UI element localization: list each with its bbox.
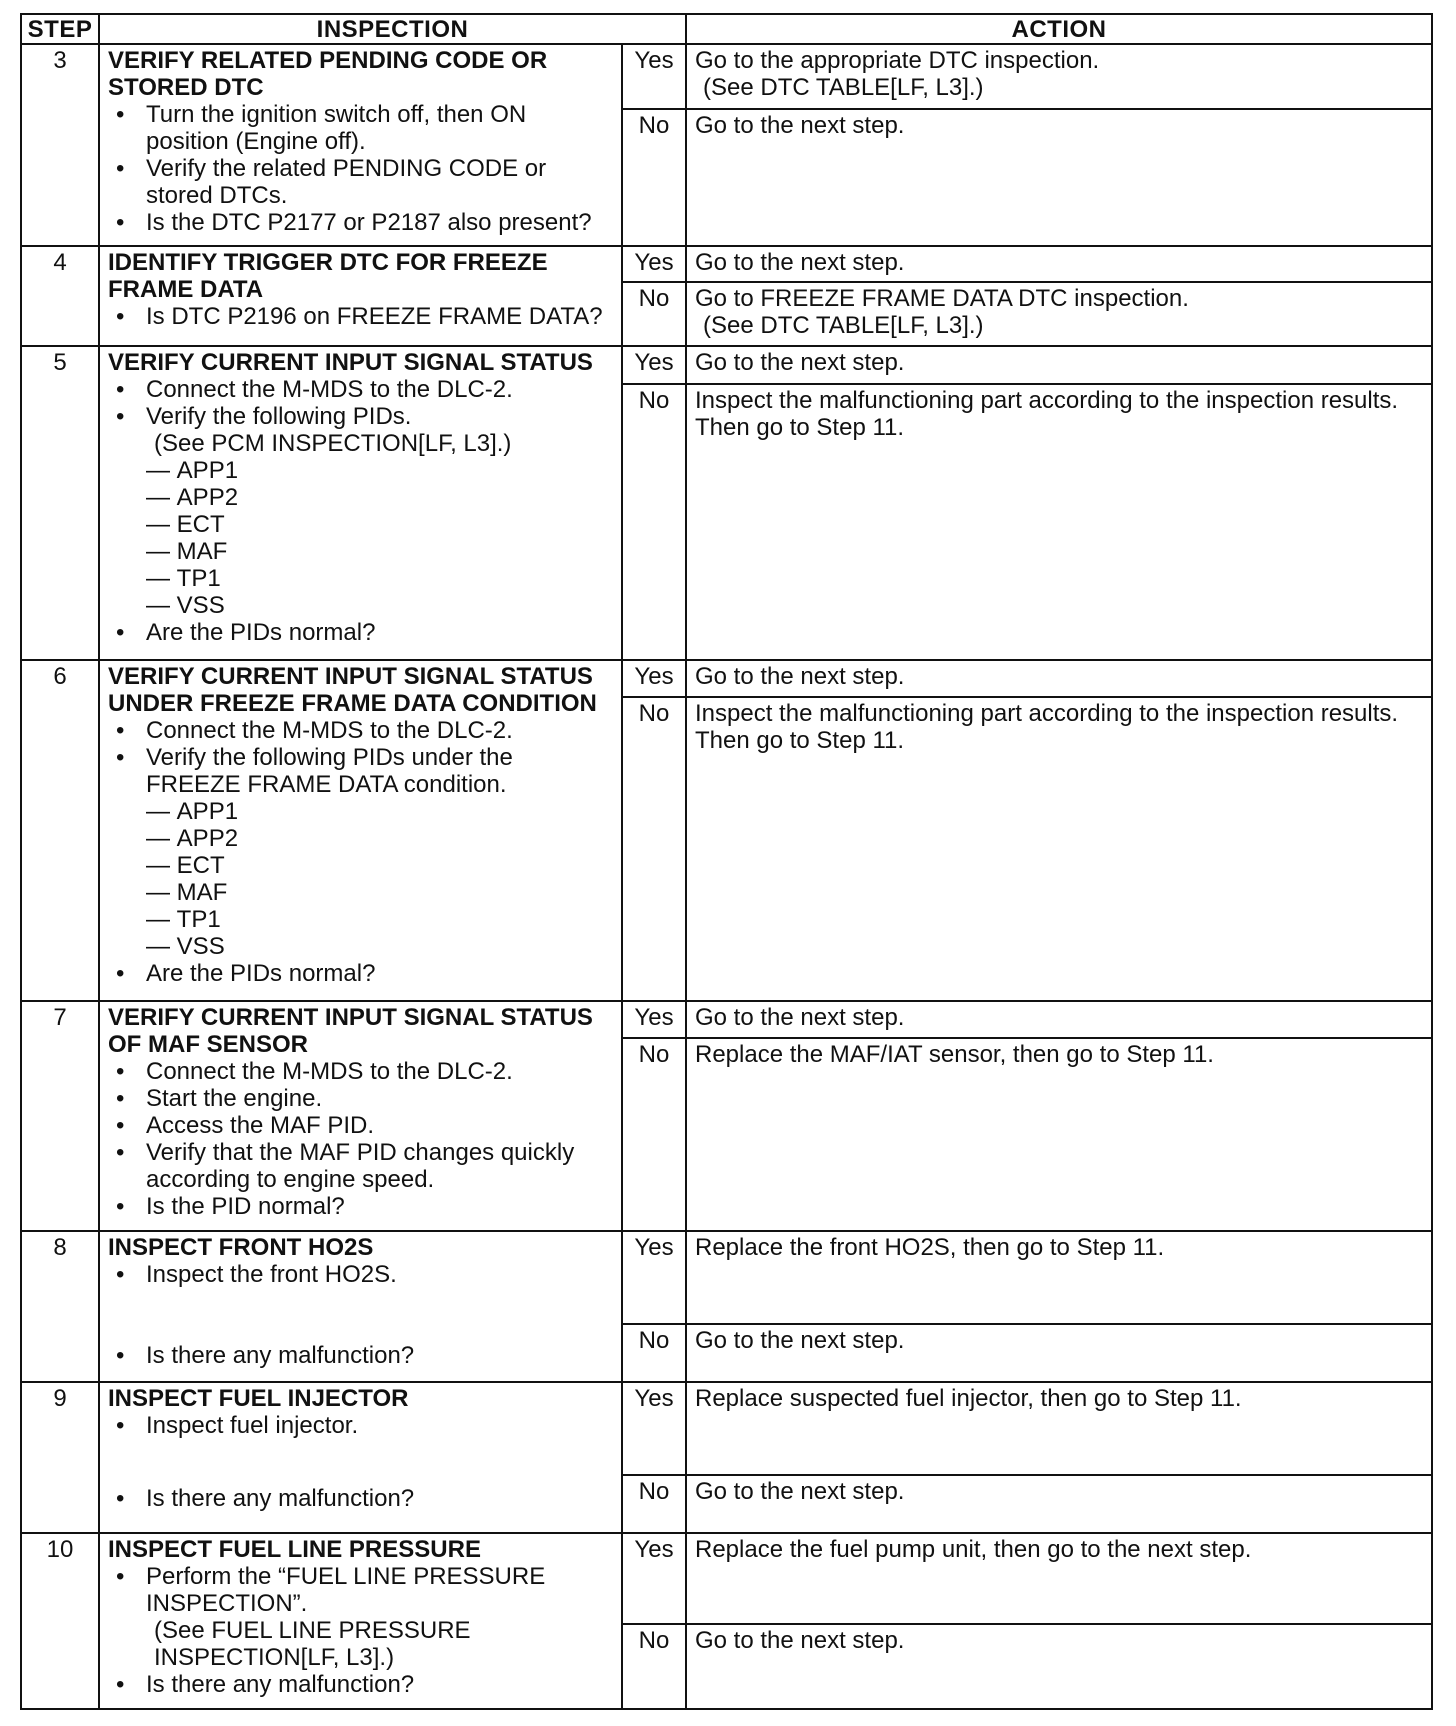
action-reference: (See DTC TABLE[LF, L3].) [703,312,984,340]
action-yes: Go to the next step. [686,1001,1432,1038]
inspection-table [20,13,1433,1710]
step-number: 7 [21,1001,99,1231]
header-row [21,14,1432,44]
inspection-item [146,403,613,457]
inspection-cell [99,1382,622,1533]
answer-yes: Yes [622,246,686,282]
answer-yes: Yes [622,1001,686,1038]
inspection-item: • Inspect fuel injector. [146,1412,613,1439]
inspection-item: • Is the DTC P2177 or P2187 also present? [146,209,613,236]
inspection-item: • Connect the M-MDS to the DLC-2. [146,376,613,403]
inspection-reference: (See FUEL LINE PRESSURE INSPECTION[LF, L3].) [154,1617,471,1672]
table-row [21,1382,1432,1475]
answer-no: No [622,1475,686,1534]
inspection-item: • Is the PID normal? [146,1193,613,1220]
answer-yes: Yes [622,44,686,109]
answer-yes: Yes [622,660,686,698]
action-no: Go to the next step. [686,1324,1432,1383]
answer-no: No [622,282,686,346]
inspection-item-text: Verify the following PIDs. [146,403,412,431]
inspection-item: • Are the PIDs normal? [146,619,613,646]
action-text: Go to the appropriate DTC inspection. [695,47,1100,74]
action-reference: (See DTC TABLE[LF, L3].) [703,74,984,101]
answer-yes: Yes [622,1382,686,1475]
action-yes: Replace suspected fuel injector, then go to Step 11. [686,1382,1432,1475]
inspection-title: INSPECT FUEL INJECTOR [108,1385,409,1413]
action-text: Go to FREEZE FRAME DATA DTC inspection. [695,285,1189,313]
inspection-item: • Start the engine. [146,1085,613,1112]
table-row [21,246,1432,282]
inspection-item-text: Perform the “FUEL LINE PRESSURE INSPECTION”. [146,1563,546,1618]
action-no [686,384,1432,659]
inspection-title: INSPECT FRONT HO2S [108,1234,374,1262]
inspection-item: • Turn the ignition switch off, then ON position (Engine off). [146,101,613,155]
inspection-cell [99,44,622,246]
action-no: Go to the next step. [686,1475,1432,1534]
pid-item: — TP1 [146,906,613,933]
action-text: Inspect the malfunctioning part according to the inspection results. [695,387,1399,415]
inspection-item: • Is there any malfunction? [146,1342,613,1369]
inspection-title: VERIFY CURRENT INPUT SIGNAL STATUS [108,349,593,377]
header-inspection: INSPECTION [99,14,686,44]
pid-list [108,798,613,960]
answer-no: No [622,384,686,659]
inspection-cell [99,1231,622,1382]
action-no: Go to the next step. [686,109,1432,247]
inspection-item [146,1563,613,1671]
answer-no: No [622,1624,686,1709]
action-yes [686,44,1432,109]
step-number: 5 [21,346,99,659]
pid-item: — MAF [146,538,613,565]
inspection-item: • Connect the M-MDS to the DLC-2. [146,717,613,744]
pid-item: — MAF [146,879,613,906]
inspection-item: • Verify the related PENDING CODE or stored DTCs. [146,155,613,209]
action-text: Then go to Step 11. [695,727,905,755]
table-row [21,44,1432,109]
action-yes: Replace the front HO2S, then go to Step 11. [686,1231,1432,1324]
table-row [21,1533,1432,1623]
pid-item: — VSS [146,592,613,619]
table-row [21,660,1432,698]
pid-item: — APP1 [146,457,613,484]
inspection-item: • Access the MAF PID. [146,1112,613,1139]
inspection-title: INSPECT FUEL LINE PRESSURE [108,1536,481,1564]
action-yes: Go to the next step. [686,346,1432,384]
inspection-cell [99,246,622,346]
inspection-item: • Verify that the MAF PID changes quickly according to engine speed. [146,1139,613,1193]
step-number: 6 [21,660,99,1001]
inspection-item: • Is DTC P2196 on FREEZE FRAME DATA? [146,303,613,330]
pid-item: — APP2 [146,825,613,852]
action-no [686,697,1432,1000]
header-action: ACTION [686,14,1432,44]
answer-no: No [622,109,686,247]
table-row [21,1231,1432,1324]
pid-item: — APP1 [146,798,613,825]
action-yes: Go to the next step. [686,246,1432,282]
inspection-item: • Verify the following PIDs under the FREEZE FRAME DATA condition. [146,744,613,798]
pid-item: — TP1 [146,565,613,592]
action-text: Inspect the malfunctioning part according to the inspection results. [695,700,1399,728]
answer-yes: Yes [622,1231,686,1324]
inspection-item: • Is there any malfunction? [146,1671,613,1698]
answer-no: No [622,1038,686,1231]
action-no [686,282,1432,346]
answer-yes: Yes [622,346,686,384]
pid-item: — APP2 [146,484,613,511]
inspection-cell [99,660,622,1001]
table-row [21,346,1432,384]
pid-list [108,457,613,619]
step-number: 8 [21,1231,99,1382]
action-no: Go to the next step. [686,1624,1432,1709]
inspection-item: • Are the PIDs normal? [146,960,613,987]
step-number: 9 [21,1382,99,1533]
action-text: Then go to Step 11. [695,414,905,442]
inspection-item: • Inspect the front HO2S. [146,1261,613,1288]
inspection-title: VERIFY CURRENT INPUT SIGNAL STATUS OF MAF SENSOR [108,1003,593,1058]
inspection-item: • Connect the M-MDS to the DLC-2. [146,1058,613,1085]
inspection-cell [99,1001,622,1231]
action-yes: Go to the next step. [686,660,1432,698]
action-yes: Replace the fuel pump unit, then go to the next step. [686,1533,1432,1623]
inspection-title: VERIFY CURRENT INPUT SIGNAL STATUS UNDER FREEZE FRAME DATA CONDITION [108,662,597,717]
pid-item: — ECT [146,511,613,538]
inspection-title: VERIFY RELATED PENDING CODE OR STORED DTC [108,47,548,101]
step-number: 3 [21,44,99,246]
inspection-title: IDENTIFY TRIGGER DTC FOR FREEZE FRAME DATA [108,249,548,304]
pid-item: — ECT [146,852,613,879]
step-number: 10 [21,1533,99,1709]
pid-item: — VSS [146,933,613,960]
inspection-cell [99,1533,622,1709]
table-row [21,1001,1432,1038]
inspection-item: • Is there any malfunction? [146,1485,613,1512]
header-step: STEP [21,14,99,44]
step-number: 4 [21,246,99,346]
answer-yes: Yes [622,1533,686,1623]
action-no: Replace the MAF/IAT sensor, then go to Step 11. [686,1038,1432,1231]
answer-no: No [622,1324,686,1383]
answer-no: No [622,697,686,1000]
inspection-cell [99,346,622,659]
inspection-reference: (See PCM INSPECTION[LF, L3].) [154,430,512,458]
